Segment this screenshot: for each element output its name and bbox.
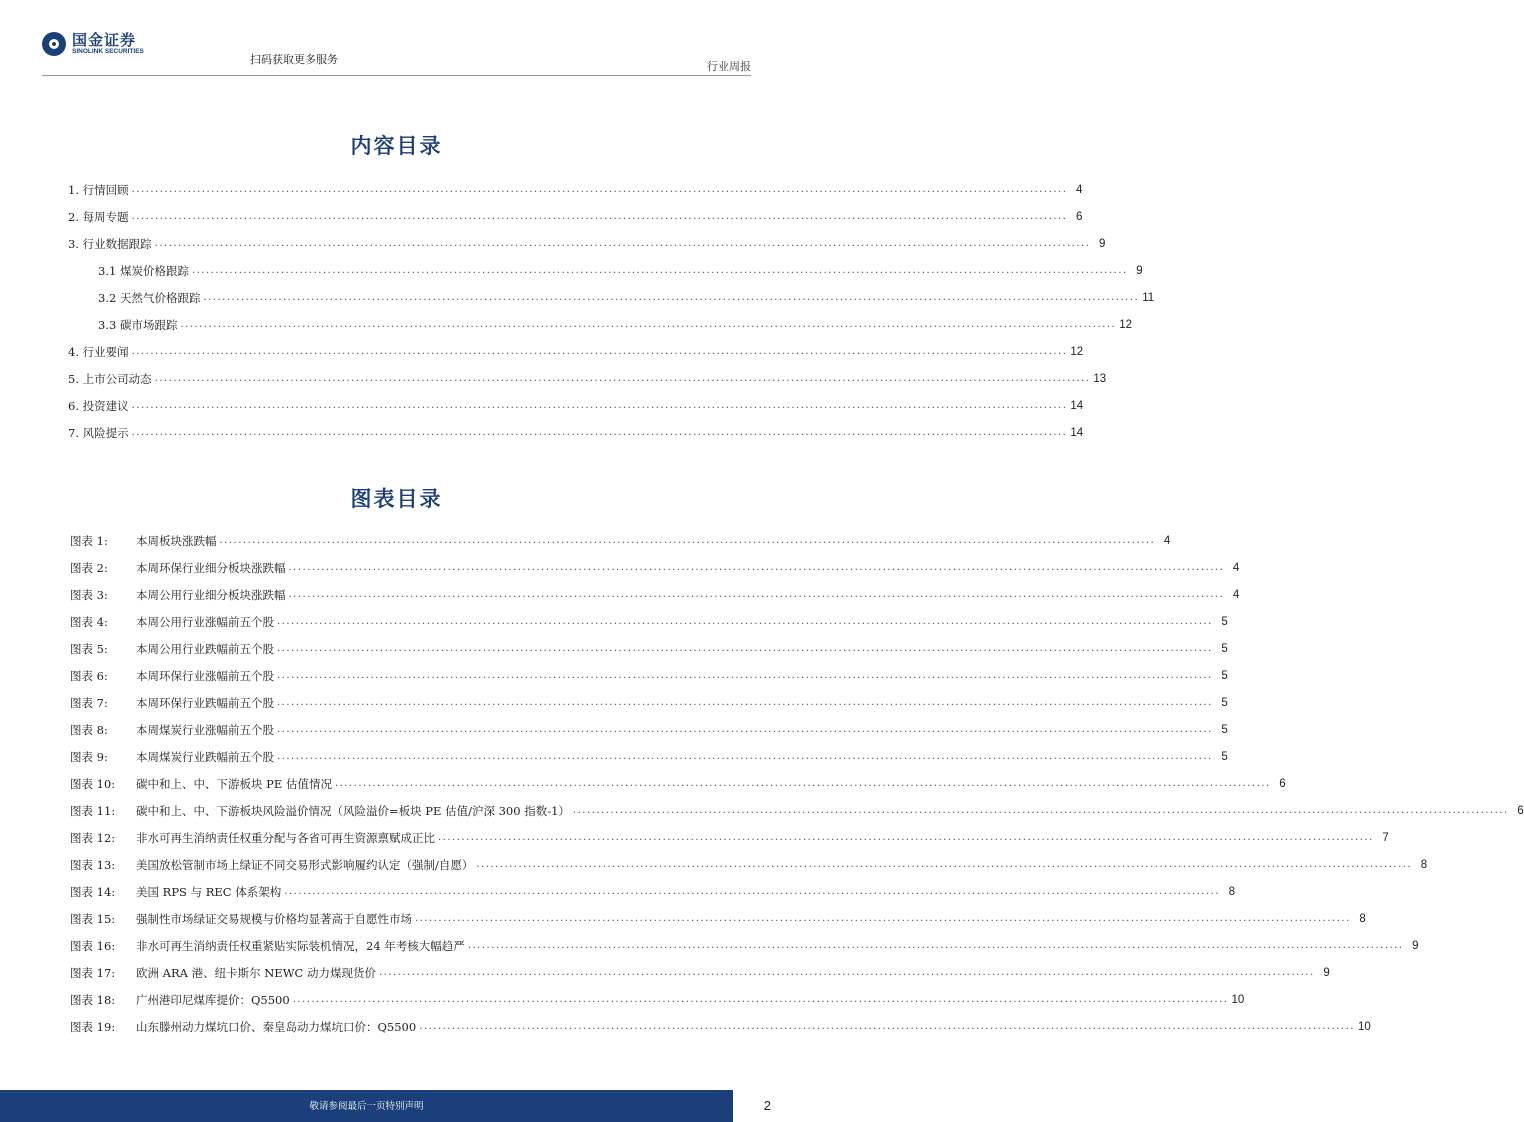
figure-entry[interactable] (70, 772, 1286, 792)
figure-entry[interactable] (70, 637, 1228, 657)
figure-entry-number: 图表 4: (70, 615, 108, 629)
header-divider (42, 75, 751, 76)
figure-entry-page: 8 (1420, 859, 1428, 871)
figure-entry-page: 6 (1517, 805, 1524, 817)
toc-entry-page: 4 (1075, 184, 1083, 196)
qr-service-text: 扫码获取更多服务 (250, 53, 338, 66)
figure-entry-title: 非水可再生消纳责任权重紧贴实际装机情况，24 年考核大幅趋严 (136, 939, 465, 953)
figure-entry-number: 图表 16: (70, 939, 116, 953)
toc-entry-label: 3.1 煤炭价格跟踪 (98, 264, 189, 278)
figure-entry-number: 图表 6: (70, 669, 108, 683)
figure-entry-title: 本周公用行业涨幅前五个股 (136, 615, 274, 629)
figure-entry[interactable] (70, 529, 1171, 549)
figure-entry-title: 强制性市场绿证交易规模与价格均显著高于自愿性市场 (136, 912, 412, 926)
figure-entry-number: 图表 10: (70, 777, 116, 791)
toc-entry-label: 2. 每周专题 (68, 210, 129, 224)
toc-leader-dots: ........................................................................................................................................................................................................ (154, 373, 1091, 384)
toc-entry[interactable] (68, 367, 1107, 387)
figure-entry-title: 碳中和上、中、下游板块风险溢价情况（风险溢价=板块 PE 估值/沪深 300 指数-1） (136, 804, 570, 818)
toc-entry-page: 14 (1070, 400, 1084, 412)
figure-entry-title: 本周板块涨跌幅 (136, 534, 217, 548)
figure-entry[interactable] (70, 718, 1228, 738)
figure-entry[interactable] (70, 853, 1428, 873)
figure-entry-title: 本周环保行业跌幅前五个股 (136, 696, 274, 710)
figure-entry-number: 图表 9: (70, 750, 108, 764)
figure-entry-title: 山东滕州动力煤坑口价、秦皇岛动力煤坑口价：Q5500 (136, 1020, 417, 1034)
figure-entry-page: 5 (1221, 751, 1228, 763)
report-type: 行业周报 (707, 60, 751, 73)
figure-entry-page: 4 (1232, 589, 1240, 601)
figure-leader-dots: ........................................................................................................................................................................................................ (219, 535, 1156, 546)
toc-entry-page: 14 (1070, 427, 1084, 439)
figure-entry[interactable] (70, 745, 1228, 765)
figures-title: 图表目录 (350, 486, 443, 511)
figure-entry-title: 非水可再生消纳责任权重分配与各省可再生资源禀赋成正比 (136, 831, 435, 845)
toc-entry-page: 12 (1070, 346, 1084, 358)
toc-entry[interactable] (68, 421, 1084, 441)
figure-entry[interactable] (70, 583, 1240, 603)
toc-entry[interactable] (98, 286, 1155, 306)
toc-entry-label: 5. 上市公司动态 (68, 372, 152, 386)
toc-entry-label: 3.2 天然气价格跟踪 (98, 291, 201, 305)
figure-leader-dots: ........................................................................................................................................................................................................ (277, 643, 1213, 654)
figure-entry-title: 本周煤炭行业涨幅前五个股 (136, 723, 274, 737)
figure-entry-page: 10 (1357, 1021, 1371, 1033)
figure-leader-dots: ........................................................................................................................................................................................................ (334, 778, 1271, 789)
toc-leader-dots: ........................................................................................................................................................................................................ (131, 400, 1068, 411)
figure-leader-dots: ........................................................................................................................................................................................................ (419, 1021, 1355, 1032)
figure-entry-page: 9 (1412, 940, 1419, 952)
figure-entry-page: 8 (1359, 913, 1366, 925)
toc-leader-dots: ........................................................................................................................................................................................................ (131, 211, 1068, 222)
page-number: 2 (763, 1098, 771, 1113)
figure-leader-dots: ........................................................................................................................................................................................................ (277, 616, 1213, 627)
toc-entry-label: 3.3 碳市场跟踪 (98, 318, 178, 332)
toc-leader-dots: ........................................................................................................................................................................................................ (131, 427, 1068, 438)
figure-leader-dots: ........................................................................................................................................................................................................ (467, 940, 1404, 951)
company-logo (42, 32, 144, 56)
figure-leader-dots: ........................................................................................................................................................................................................ (415, 913, 1351, 924)
figure-entry-number: 图表 15: (70, 912, 116, 926)
footer-disclaimer: 敬请参阅最后一页特别声明 (309, 1101, 424, 1112)
figure-entry-number: 图表 14: (70, 885, 116, 899)
toc-entry-page: 11 (1142, 292, 1155, 304)
figure-leader-dots: ........................................................................................................................................................................................................ (476, 859, 1413, 870)
toc-title: 内容目录 (350, 133, 443, 158)
figure-leader-dots: ........................................................................................................................................................................................................ (277, 697, 1213, 708)
toc-entry[interactable] (68, 178, 1083, 198)
figure-entry-number: 图表 17: (70, 966, 116, 980)
toc-entry[interactable] (68, 205, 1083, 225)
figure-entry-page: 5 (1221, 697, 1228, 709)
figure-entry-number: 图表 11: (70, 804, 116, 818)
toc-entry[interactable] (68, 340, 1084, 360)
logo-name-cn: 国金证券 (72, 31, 137, 49)
figure-entry-page: 5 (1221, 670, 1228, 682)
toc-entry-page: 13 (1093, 373, 1107, 385)
toc-entry-page: 9 (1136, 265, 1143, 277)
figure-entry-number: 图表 8: (70, 723, 108, 737)
figure-entry-number: 图表 19: (70, 1020, 116, 1034)
toc-leader-dots: ........................................................................................................................................................................................................ (203, 292, 1140, 303)
figure-leader-dots: ........................................................................................................................................................................................................ (572, 805, 1509, 816)
figure-entry[interactable] (70, 610, 1228, 630)
toc-entry-page: 6 (1075, 211, 1083, 223)
figure-leader-dots: ........................................................................................................................................................................................................ (284, 886, 1220, 897)
figure-leader-dots: ........................................................................................................................................................................................................ (277, 724, 1213, 735)
figure-entry-title: 本周环保行业细分板块涨跌幅 (136, 561, 286, 575)
toc-entry[interactable] (98, 313, 1132, 333)
toc-entry-label: 7. 风险提示 (68, 426, 129, 440)
figure-entry[interactable] (70, 556, 1240, 576)
figure-leader-dots: ........................................................................................................................................................................................................ (288, 562, 1225, 573)
figure-entry[interactable] (70, 1015, 1371, 1035)
figure-entry-title: 本周环保行业涨幅前五个股 (136, 669, 274, 683)
figure-entry-page: 5 (1221, 724, 1228, 736)
figure-entry-title: 欧洲 ARA 港、纽卡斯尔 NEWC 动力煤现货价 (136, 966, 376, 980)
toc-entry-label: 6. 投资建议 (68, 399, 129, 413)
figure-entry-number: 图表 5: (70, 642, 108, 656)
figure-entry-page: 5 (1221, 643, 1228, 655)
toc-entry-page: 9 (1098, 238, 1106, 250)
figure-leader-dots: ........................................................................................................................................................................................................ (277, 751, 1213, 762)
logo-mark-icon (42, 32, 66, 56)
figure-entry-title: 本周煤炭行业跌幅前五个股 (136, 750, 274, 764)
figure-entry-number: 图表 1: (70, 534, 108, 548)
toc-leader-dots: ........................................................................................................................................................................................................ (180, 319, 1117, 330)
figure-entry[interactable] (70, 934, 1419, 954)
figure-entry-page: 7 (1382, 832, 1389, 844)
toc-leader-dots: ........................................................................................................................................................................................................ (131, 346, 1068, 357)
figure-leader-dots: ........................................................................................................................................................................................................ (277, 670, 1213, 681)
toc-entry-label: 1. 行情回顾 (68, 183, 129, 197)
figure-entry-page: 5 (1221, 616, 1228, 628)
figure-entry-page: 6 (1279, 778, 1286, 790)
figure-entry-number: 图表 13: (70, 858, 116, 872)
figure-entry[interactable] (70, 961, 1330, 981)
figure-entry-page: 10 (1231, 994, 1245, 1006)
toc-entry-label: 3. 行业数据跟踪 (68, 237, 152, 251)
figure-entry[interactable] (70, 799, 1524, 819)
figure-entry[interactable] (70, 664, 1228, 684)
figure-entry-page: 4 (1163, 535, 1171, 547)
figure-entry-page: 4 (1232, 562, 1240, 574)
toc-leader-dots: ........................................................................................................................................................................................................ (154, 238, 1091, 249)
toc-entry[interactable] (68, 232, 1106, 252)
figure-entry-number: 图表 12: (70, 831, 116, 845)
toc-leader-dots: ........................................................................................................................................................................................................ (191, 265, 1128, 276)
figure-entry-number: 图表 18: (70, 993, 116, 1007)
toc-entry[interactable] (98, 259, 1143, 279)
figure-entry-title: 美国 RPS 与 REC 体系架构 (136, 885, 282, 899)
figure-entry[interactable] (70, 907, 1366, 927)
figure-entry-title: 碳中和上、中、下游板块 PE 估值情况 (136, 777, 332, 791)
figure-entry-number: 图表 7: (70, 696, 108, 710)
figure-entry-page: 9 (1323, 967, 1330, 979)
toc-entry[interactable] (68, 394, 1084, 414)
figure-entry-number: 图表 3: (70, 588, 108, 602)
figure-entry-page: 8 (1228, 886, 1235, 898)
figure-leader-dots: ........................................................................................................................................................................................................ (438, 832, 1374, 843)
figure-entry[interactable] (70, 988, 1245, 1008)
logo-name-en: SINOLINK SECURITIES (72, 48, 144, 55)
figure-leader-dots: ........................................................................................................................................................................................................ (378, 967, 1315, 978)
figure-entry[interactable] (70, 826, 1389, 846)
figure-leader-dots: ........................................................................................................................................................................................................ (292, 994, 1229, 1005)
figure-entry-title: 美国放松管制市场上绿证不同交易形式影响履约认定（强制/自愿） (136, 858, 474, 872)
toc-entry-label: 4. 行业要闻 (68, 345, 129, 359)
figure-entry[interactable] (70, 880, 1235, 900)
figure-entry-title: 本周公用行业跌幅前五个股 (136, 642, 274, 656)
toc-leader-dots: ........................................................................................................................................................................................................ (131, 184, 1068, 195)
figure-leader-dots: ........................................................................................................................................................................................................ (288, 589, 1225, 600)
figure-entry-number: 图表 2: (70, 561, 108, 575)
figure-entry[interactable] (70, 691, 1228, 711)
figure-entry-title: 本周公用行业细分板块涨跌幅 (136, 588, 286, 602)
figure-entry-title: 广州港印尼煤库提价：Q5500 (136, 993, 290, 1007)
toc-entry-page: 12 (1119, 319, 1132, 331)
